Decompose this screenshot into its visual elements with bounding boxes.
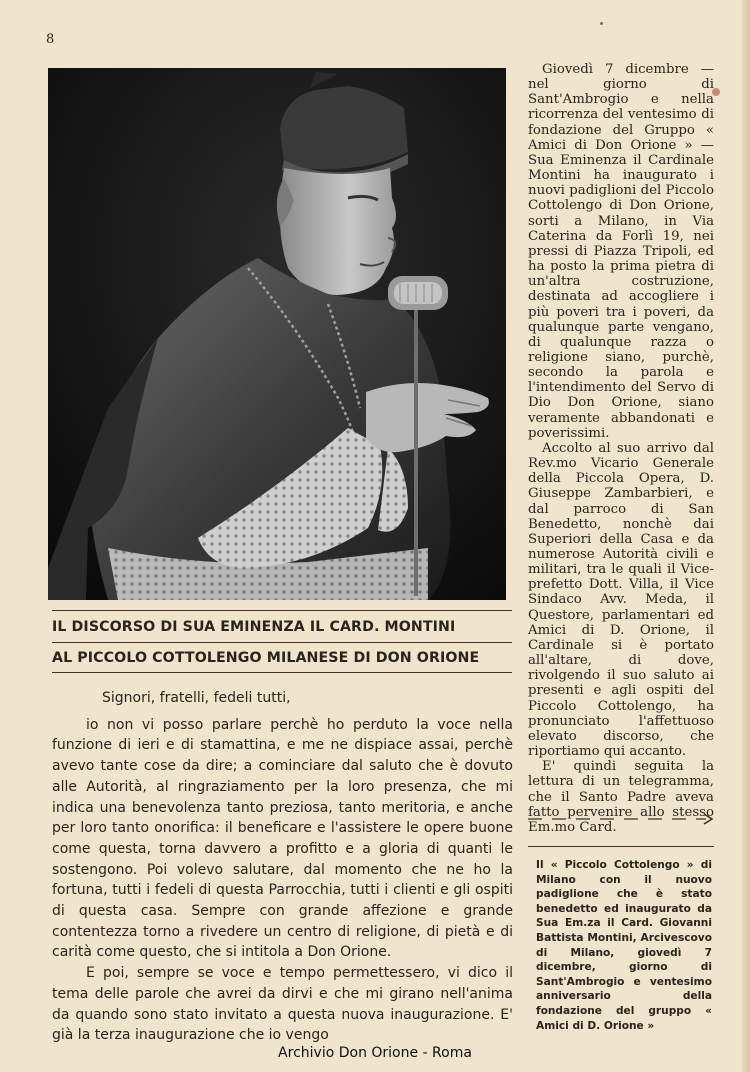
headline-rule-top bbox=[52, 610, 512, 611]
intro-paragraph: Giovedì 7 dicembre — nel giorno di Sant'Ambrogio e nella ricorrenza del ventesimo di fondazione del Gruppo « Amici di Don Orione » — Sua Eminenza il Cardinale Montini ha inaugurato i nuovi padiglioni del Piccolo Cottolengo di Don Orione, sorti a Milano, in Via Caterina da Forlì 19, nei pressi di Piazza Tripoli, ed ha posto la prima pietra di un'altra costruzione, destinata ad accogliere i più poveri tra i poveri, da qualunque parte vengano, di qualunque razza o religione siano, purchè, secondo la parola e l'intendimento del Servo di Dio Don Orione, siano veramente abbandonati e poverissimi. bbox=[528, 62, 714, 441]
intro-paragraph: E' quindi seguita la lettura di un telegramma, che il Santo Padre aveva fatto pervenire allo stesso Em.mo Card. bbox=[528, 759, 714, 835]
page-edge bbox=[742, 0, 750, 1072]
caption-rule bbox=[528, 846, 714, 847]
headline-rule-middle bbox=[52, 642, 512, 643]
speech-paragraph: io non vi posso parlare perchè ho perduto la voce nella funzione di ieri e di stamattina, e me ne dispiace assai, perchè avevo tante cose da dire; a cominciare dal saluto che è dovuto alle Autorità, al ringraziamento per la loro presenza, che mi indica una benevolenza tanto preziosa, tanto meritoria, e anche per loro tanto onorifica: il beneficare e l'assistere le opere buone come questa, torna davvero a profitto e a gloria di quanti le sostengono. Poi volevo salutare, dal momento che ne ho la fortuna, tutti i fedeli di questa Parrocchia, tutti i clienti e gli ospiti di questa casa. Sempre con grande affezione e grande contentezza torno a rivedere un centro di religione, di pietà e di carità come questo, che si intitola a Don Orione. bbox=[52, 716, 513, 961]
intro-article bbox=[528, 62, 714, 835]
speech-text bbox=[52, 688, 513, 1046]
speech-salutation: Signori, fratelli, fedeli tutti, bbox=[102, 690, 291, 706]
page-number: 8 bbox=[46, 32, 55, 47]
headline-rule-bottom bbox=[52, 672, 512, 673]
headline-line-2: AL PICCOLO COTTOLENGO MILANESE DI DON ORIONE bbox=[52, 650, 480, 666]
intro-paragraph: Accolto al suo arrivo dal Rev.mo Vicario Generale della Piccola Opera, D. Giuseppe Zambarbieri, e dal parroco di San Benedetto, nonchè dai Superiori della Casa e da numerose Autorità civili e militari, tra le quali il Vice-prefetto Dott. Villa, il Vice Sindaco Avv. Meda, il Questore, parlamentari ed Amici di D. Orione, il Cardinale si è portato all'altare, di dove, rivolgendo il suo saluto ai presenti e agli ospiti del Piccolo Cottolengo, ha pronunciato l'affettuoso elevato discorso, che riportiamo qui accanto. bbox=[528, 440, 714, 760]
cardinal-photo bbox=[48, 68, 506, 600]
continuation-arrow-icon bbox=[528, 812, 714, 826]
speech-paragraph: E poi, sempre se voce e tempo permettessero, vi dico il tema delle parole che avrei da dirvi e che mi girano nell'anima da quando sono stato invitato a questa nuova inaugurazione. E' già la terza inaugurazione che io vengo bbox=[52, 965, 513, 1044]
archive-footer: Archivio Don Orione - Roma bbox=[278, 1045, 472, 1061]
headline-line-1: IL DISCORSO DI SUA EMINENZA IL CARD. MONTINI bbox=[52, 619, 456, 635]
cardinal-at-microphone-icon bbox=[48, 68, 506, 600]
caption-text: Il « Piccolo Cottolengo » di Milano con il nuovo padiglione che è stato benedetto ed inaugurato da Sua Em.za il Card. Giovanni Battista Montini, Arcivescovo di Milano, giovedì 7 dicembre, giorno di Sant'Ambrogio e ventesimo anniversario della fondazione del gruppo « Amici di D. Orione » bbox=[536, 859, 712, 1032]
ink-spot bbox=[600, 22, 603, 25]
photo-caption bbox=[536, 858, 712, 1033]
